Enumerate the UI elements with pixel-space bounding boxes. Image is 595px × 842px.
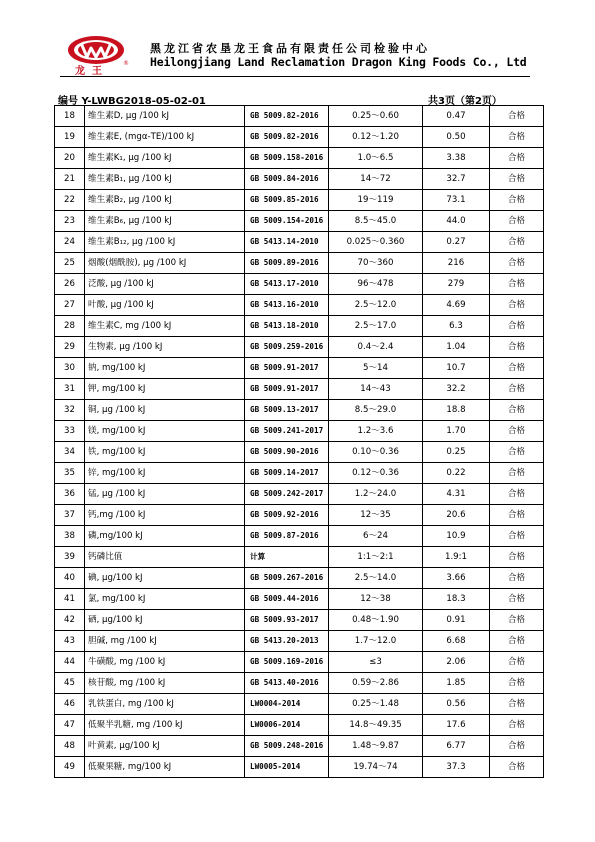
row-number: 47 bbox=[55, 715, 85, 736]
conclusion: 合格 bbox=[490, 652, 544, 673]
table-row bbox=[55, 673, 544, 694]
table-row bbox=[55, 442, 544, 463]
result: 6.77 bbox=[423, 736, 490, 757]
test-item: 镁, mg/100 kJ bbox=[85, 421, 245, 442]
table-row bbox=[55, 169, 544, 190]
result: 6.3 bbox=[423, 316, 490, 337]
table-row bbox=[55, 211, 544, 232]
test-method: GB 5009.241-2017 bbox=[245, 421, 329, 442]
result: 32.7 bbox=[423, 169, 490, 190]
conclusion: 合格 bbox=[490, 526, 544, 547]
result: 0.47 bbox=[423, 106, 490, 127]
test-method: GB 5009.158-2016 bbox=[245, 148, 329, 169]
result: 0.91 bbox=[423, 610, 490, 631]
table-row bbox=[55, 484, 544, 505]
result: 0.22 bbox=[423, 463, 490, 484]
conclusion: 合格 bbox=[490, 232, 544, 253]
test-item: 钾, mg/100 kJ bbox=[85, 379, 245, 400]
test-method: GB 5009.169-2016 bbox=[245, 652, 329, 673]
row-number: 32 bbox=[55, 400, 85, 421]
requirement: 8.5～45.0 bbox=[329, 211, 423, 232]
row-number: 42 bbox=[55, 610, 85, 631]
test-method: GB 5009.267-2016 bbox=[245, 568, 329, 589]
table-row bbox=[55, 253, 544, 274]
table-row bbox=[55, 337, 544, 358]
test-item: 维生素K₁, μg /100 kJ bbox=[85, 148, 245, 169]
table-row bbox=[55, 232, 544, 253]
result: 3.38 bbox=[423, 148, 490, 169]
test-item: 硒, μg/100 kJ bbox=[85, 610, 245, 631]
table-row bbox=[55, 379, 544, 400]
table-row bbox=[55, 316, 544, 337]
requirement: 0.025～0.360 bbox=[329, 232, 423, 253]
test-item: 维生素B₁, μg /100 kJ bbox=[85, 169, 245, 190]
result: 1.04 bbox=[423, 337, 490, 358]
result: 20.6 bbox=[423, 505, 490, 526]
conclusion: 合格 bbox=[490, 169, 544, 190]
test-method: GB 5009.82-2016 bbox=[245, 127, 329, 148]
test-item: 钙,mg /100 kJ bbox=[85, 505, 245, 526]
test-method: GB 5009.93-2017 bbox=[245, 610, 329, 631]
requirement: 1.48～9.87 bbox=[329, 736, 423, 757]
conclusion: 合格 bbox=[490, 610, 544, 631]
test-item: 低聚果糖, mg/100 kJ bbox=[85, 757, 245, 778]
test-item: 维生素B₆, μg /100 kJ bbox=[85, 211, 245, 232]
requirement: 96～478 bbox=[329, 274, 423, 295]
conclusion: 合格 bbox=[490, 379, 544, 400]
conclusion: 合格 bbox=[490, 484, 544, 505]
row-number: 35 bbox=[55, 463, 85, 484]
conclusion: 合格 bbox=[490, 673, 544, 694]
test-method: GB 5009.242-2017 bbox=[245, 484, 329, 505]
logo-text: 龙王 bbox=[75, 66, 109, 77]
conclusion: 合格 bbox=[490, 106, 544, 127]
result: 73.1 bbox=[423, 190, 490, 211]
conclusion: 合格 bbox=[490, 631, 544, 652]
table-row bbox=[55, 694, 544, 715]
test-method: GB 5009.89-2016 bbox=[245, 253, 329, 274]
requirement: 2.5～17.0 bbox=[329, 316, 423, 337]
table-row bbox=[55, 652, 544, 673]
test-method: GB 5009.13-2017 bbox=[245, 400, 329, 421]
requirement: 0.25～1.48 bbox=[329, 694, 423, 715]
test-method: GB 5009.91-2017 bbox=[245, 379, 329, 400]
row-number: 46 bbox=[55, 694, 85, 715]
test-method: GB 5413.14-2010 bbox=[245, 232, 329, 253]
test-method: LW0005-2014 bbox=[245, 757, 329, 778]
test-method: GB 5009.14-2017 bbox=[245, 463, 329, 484]
result: 4.31 bbox=[423, 484, 490, 505]
test-item: 泛酸, μg /100 kJ bbox=[85, 274, 245, 295]
test-item: 维生素C, mg /100 kJ bbox=[85, 316, 245, 337]
test-method: LW0004-2014 bbox=[245, 694, 329, 715]
row-number: 24 bbox=[55, 232, 85, 253]
row-number: 30 bbox=[55, 358, 85, 379]
registered-mark-icon: ® bbox=[123, 60, 129, 67]
test-item: 乳铁蛋白, mg /100 kJ bbox=[85, 694, 245, 715]
test-method: GB 5413.40-2016 bbox=[245, 673, 329, 694]
result: 10.7 bbox=[423, 358, 490, 379]
conclusion: 合格 bbox=[490, 253, 544, 274]
conclusion: 合格 bbox=[490, 190, 544, 211]
table-row bbox=[55, 589, 544, 610]
test-item: 生物素, μg /100 kJ bbox=[85, 337, 245, 358]
table-row bbox=[55, 274, 544, 295]
row-number: 39 bbox=[55, 547, 85, 568]
requirement: 0.25～0.60 bbox=[329, 106, 423, 127]
requirement: 12～35 bbox=[329, 505, 423, 526]
requirement: 14～43 bbox=[329, 379, 423, 400]
conclusion: 合格 bbox=[490, 295, 544, 316]
requirement: 14～72 bbox=[329, 169, 423, 190]
document-number: 编号 Y-LWBG2018-05-02-01 bbox=[58, 96, 206, 107]
table-row bbox=[55, 127, 544, 148]
test-method: GB 5009.259-2016 bbox=[245, 337, 329, 358]
conclusion: 合格 bbox=[490, 547, 544, 568]
test-method: LW0006-2014 bbox=[245, 715, 329, 736]
company-name-cn: 黑龙江省农垦龙王食品有限责任公司检验中心 bbox=[150, 42, 430, 55]
test-item: 锌, mg/100 kJ bbox=[85, 463, 245, 484]
row-number: 19 bbox=[55, 127, 85, 148]
requirement: 0.59～2.86 bbox=[329, 673, 423, 694]
conclusion: 合格 bbox=[490, 757, 544, 778]
test-method: GB 5009.92-2016 bbox=[245, 505, 329, 526]
conclusion: 合格 bbox=[490, 694, 544, 715]
result: 18.3 bbox=[423, 589, 490, 610]
requirement: 0.4～2.4 bbox=[329, 337, 423, 358]
table-row bbox=[55, 190, 544, 211]
table-row bbox=[55, 148, 544, 169]
table-row bbox=[55, 757, 544, 778]
row-number: 36 bbox=[55, 484, 85, 505]
result: 6.68 bbox=[423, 631, 490, 652]
result: 44.0 bbox=[423, 211, 490, 232]
row-number: 33 bbox=[55, 421, 85, 442]
test-method: GB 5009.91-2017 bbox=[245, 358, 329, 379]
test-method: GB 5009.90-2016 bbox=[245, 442, 329, 463]
test-method: GB 5413.17-2010 bbox=[245, 274, 329, 295]
conclusion: 合格 bbox=[490, 358, 544, 379]
row-number: 34 bbox=[55, 442, 85, 463]
result: 2.06 bbox=[423, 652, 490, 673]
result: 0.56 bbox=[423, 694, 490, 715]
table-row bbox=[55, 631, 544, 652]
test-method: 计算 bbox=[245, 547, 329, 568]
test-item: 胆碱, mg /100 kJ bbox=[85, 631, 245, 652]
table-row bbox=[55, 421, 544, 442]
conclusion: 合格 bbox=[490, 148, 544, 169]
requirement: 70～360 bbox=[329, 253, 423, 274]
test-item: 维生素E, (mgα-TE)/100 kJ bbox=[85, 127, 245, 148]
requirement: 1.2～24.0 bbox=[329, 484, 423, 505]
requirement: 19.74～74 bbox=[329, 757, 423, 778]
result: 1.85 bbox=[423, 673, 490, 694]
test-method: GB 5009.85-2016 bbox=[245, 190, 329, 211]
conclusion: 合格 bbox=[490, 127, 544, 148]
row-number: 43 bbox=[55, 631, 85, 652]
table-row bbox=[55, 715, 544, 736]
table-row bbox=[55, 505, 544, 526]
test-item: 维生素B₂, μg /100 kJ bbox=[85, 190, 245, 211]
test-method: GB 5009.87-2016 bbox=[245, 526, 329, 547]
row-number: 37 bbox=[55, 505, 85, 526]
test-item: 低聚半乳糖, mg /100 kJ bbox=[85, 715, 245, 736]
test-item: 氯, mg/100 kJ bbox=[85, 589, 245, 610]
test-item: 维生素B₁₂, μg /100 kJ bbox=[85, 232, 245, 253]
requirement: 0.48～1.90 bbox=[329, 610, 423, 631]
row-number: 21 bbox=[55, 169, 85, 190]
test-results-table bbox=[54, 105, 544, 778]
requirement: 1.0～6.5 bbox=[329, 148, 423, 169]
conclusion: 合格 bbox=[490, 274, 544, 295]
conclusion: 合格 bbox=[490, 316, 544, 337]
requirement: 2.5～14.0 bbox=[329, 568, 423, 589]
conclusion: 合格 bbox=[490, 337, 544, 358]
row-number: 44 bbox=[55, 652, 85, 673]
conclusion: 合格 bbox=[490, 421, 544, 442]
requirement: 8.5～29.0 bbox=[329, 400, 423, 421]
row-number: 40 bbox=[55, 568, 85, 589]
test-method: GB 5009.44-2016 bbox=[245, 589, 329, 610]
conclusion: 合格 bbox=[490, 463, 544, 484]
test-method: GB 5413.20-2013 bbox=[245, 631, 329, 652]
table-row bbox=[55, 736, 544, 757]
test-item: 磷,mg/100 kJ bbox=[85, 526, 245, 547]
row-number: 18 bbox=[55, 106, 85, 127]
conclusion: 合格 bbox=[490, 715, 544, 736]
test-item: 铁, mg/100 kJ bbox=[85, 442, 245, 463]
test-method: GB 5009.248-2016 bbox=[245, 736, 329, 757]
test-method: GB 5413.16-2010 bbox=[245, 295, 329, 316]
test-item: 钙磷比值 bbox=[85, 547, 245, 568]
test-item: 维生素D, μg /100 kJ bbox=[85, 106, 245, 127]
table-row bbox=[55, 547, 544, 568]
table-row bbox=[55, 610, 544, 631]
requirement: 1.7～12.0 bbox=[329, 631, 423, 652]
row-number: 48 bbox=[55, 736, 85, 757]
test-item: 锰, μg /100 kJ bbox=[85, 484, 245, 505]
test-item: 碘, μg/100 kJ bbox=[85, 568, 245, 589]
result: 4.69 bbox=[423, 295, 490, 316]
row-number: 29 bbox=[55, 337, 85, 358]
company-name-en: Heilongjiang Land Reclamation Dragon King Foods Co., Ltd bbox=[150, 55, 527, 69]
requirement: 5～14 bbox=[329, 358, 423, 379]
test-item: 钠, mg/100 kJ bbox=[85, 358, 245, 379]
conclusion: 合格 bbox=[490, 400, 544, 421]
table-row bbox=[55, 463, 544, 484]
row-number: 31 bbox=[55, 379, 85, 400]
table-row bbox=[55, 568, 544, 589]
row-number: 26 bbox=[55, 274, 85, 295]
header-divider bbox=[60, 76, 530, 77]
row-number: 45 bbox=[55, 673, 85, 694]
requirement: 6～24 bbox=[329, 526, 423, 547]
requirement: 0.10～0.36 bbox=[329, 442, 423, 463]
requirement: ≤3 bbox=[329, 652, 423, 673]
result: 10.9 bbox=[423, 526, 490, 547]
row-number: 23 bbox=[55, 211, 85, 232]
table-row bbox=[55, 106, 544, 127]
row-number: 22 bbox=[55, 190, 85, 211]
test-item: 叶酸, μg /100 kJ bbox=[85, 295, 245, 316]
result: 37.3 bbox=[423, 757, 490, 778]
page-info: 共3页（第2页） bbox=[428, 96, 502, 107]
result: 0.50 bbox=[423, 127, 490, 148]
table-row bbox=[55, 400, 544, 421]
conclusion: 合格 bbox=[490, 505, 544, 526]
table-row bbox=[55, 295, 544, 316]
requirement: 19～119 bbox=[329, 190, 423, 211]
result: 216 bbox=[423, 253, 490, 274]
test-method: GB 5009.84-2016 bbox=[245, 169, 329, 190]
result: 0.25 bbox=[423, 442, 490, 463]
requirement: 2.5～12.0 bbox=[329, 295, 423, 316]
result: 0.27 bbox=[423, 232, 490, 253]
requirement: 1:1～2:1 bbox=[329, 547, 423, 568]
table-row bbox=[55, 358, 544, 379]
row-number: 27 bbox=[55, 295, 85, 316]
test-item: 牛磺酸, mg /100 kJ bbox=[85, 652, 245, 673]
row-number: 25 bbox=[55, 253, 85, 274]
conclusion: 合格 bbox=[490, 442, 544, 463]
row-number: 28 bbox=[55, 316, 85, 337]
conclusion: 合格 bbox=[490, 211, 544, 232]
requirement: 0.12～0.36 bbox=[329, 463, 423, 484]
result: 279 bbox=[423, 274, 490, 295]
conclusion: 合格 bbox=[490, 736, 544, 757]
test-method: GB 5009.154-2016 bbox=[245, 211, 329, 232]
test-item: 叶黄素, μg/100 kJ bbox=[85, 736, 245, 757]
requirement: 1.2～3.6 bbox=[329, 421, 423, 442]
requirement: 0.12～1.20 bbox=[329, 127, 423, 148]
result: 1.9:1 bbox=[423, 547, 490, 568]
result: 17.6 bbox=[423, 715, 490, 736]
conclusion: 合格 bbox=[490, 589, 544, 610]
result: 1.70 bbox=[423, 421, 490, 442]
row-number: 20 bbox=[55, 148, 85, 169]
test-item: 核苷酸, mg /100 kJ bbox=[85, 673, 245, 694]
table-row bbox=[55, 526, 544, 547]
requirement: 14.8～49.35 bbox=[329, 715, 423, 736]
test-method: GB 5413.18-2010 bbox=[245, 316, 329, 337]
row-number: 38 bbox=[55, 526, 85, 547]
result: 3.66 bbox=[423, 568, 490, 589]
row-number: 49 bbox=[55, 757, 85, 778]
conclusion: 合格 bbox=[490, 568, 544, 589]
row-number: 41 bbox=[55, 589, 85, 610]
result: 32.2 bbox=[423, 379, 490, 400]
result: 18.8 bbox=[423, 400, 490, 421]
requirement: 12～38 bbox=[329, 589, 423, 610]
test-item: 铜, μg /100 kJ bbox=[85, 400, 245, 421]
test-item: 烟酸(烟酰胺), μg /100 kJ bbox=[85, 253, 245, 274]
test-method: GB 5009.82-2016 bbox=[245, 106, 329, 127]
